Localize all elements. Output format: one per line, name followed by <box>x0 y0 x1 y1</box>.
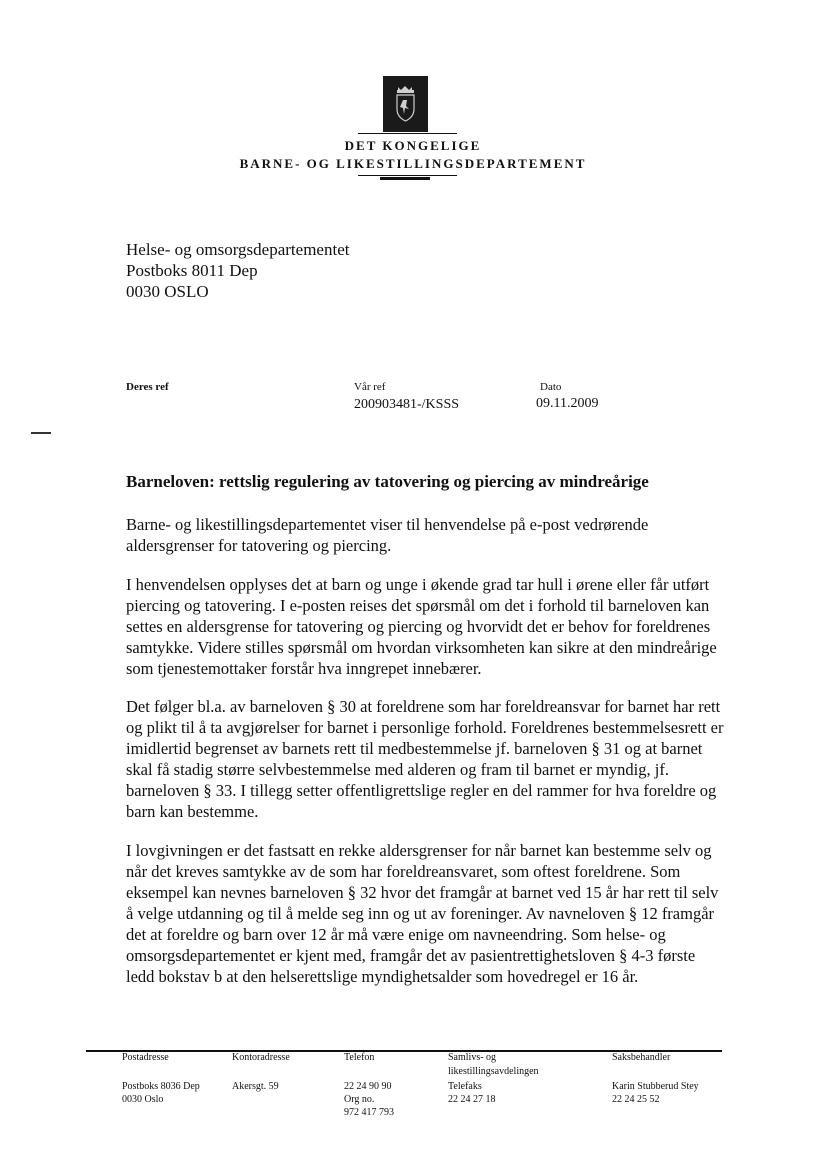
fold-mark <box>31 432 51 434</box>
footer-saksbehandler-label: Saksbehandler <box>612 1052 671 1063</box>
dato-value: 09.11.2009 <box>536 396 599 411</box>
footer-orgno-label: Org no. <box>344 1094 375 1105</box>
paragraph-1-text: Barne- og likestillingsdepartementet viser til henvendelse på e-post vedrørende aldersgrenser for tatovering og piercing. <box>126 515 649 555</box>
paragraph-3-text: Det følger bl.a. av barneloven § 30 at foreldrene som har foreldreansvar for barnet har rett og plikt til å ta avgjørelser for barnet i personlige forhold. Foreldrenes bestemmelsesrett er imidlertid begrenset av barnets rett til medbestemmelse jf. barneloven § 31 og at barnet skal få stadig større selvbestemmelse med alderen og fram til barnet er myndig, jf. barneloven § 33. I tillegg setter offentligrettslige regler en del rammer for hva foreldre og barn kan bestemme. <box>126 697 724 821</box>
footer-kontoradresse-label: Kontoradresse <box>232 1052 290 1063</box>
recipient-city: 0030 OSLO <box>126 282 209 301</box>
footer-postadresse-line1: Postboks 8036 Dep <box>122 1081 200 1092</box>
footer-avdeling-label-1: Samlivs- og <box>448 1052 497 1063</box>
paragraph-1 <box>126 514 726 556</box>
footer-kontoradresse-value: Akersgt. 59 <box>232 1081 279 1092</box>
recipient-postbox: Postboks 8011 Dep <box>126 261 258 280</box>
footer-postadresse-line2: 0030 Oslo <box>122 1094 164 1105</box>
paragraph-2-text: I henvendelsen opplyses det at barn og unge i økende grad tar hull i ørene eller får utført piercing og tatovering. I e-posten reises det spørsmål om det i forhold til barneloven kan settes en aldersgrense for tatovering og piercing og hvorvidt det er behov for foreldrenes samtykke. Videre stilles spørsmål om hvordan virksomheten kan sikre at den mindreårige som tjenestemottaker forstår hva inngrepet innebærer. <box>126 575 717 678</box>
paragraph-4 <box>126 840 726 987</box>
footer-telefaks-value: 22 24 27 18 <box>448 1094 496 1105</box>
recipient-name: Helse- og omsorgsdepartementet <box>126 240 350 259</box>
paragraph-4-text: I lovgivningen er det fastsatt en rekke aldersgrenser for når barnet kan bestemme selv og når det kreves samtykke av de som har foreldreansvaret, som oftest foreldrene. Som eksempel kan nevnes barneloven § 32 hvor det framgår at barnet ved 15 år har rett til selv å velge utdanning og til å melde seg inn og ut av foreninger. Av navneloven § 12 framgår det at foreldre og barn over 12 år må være enige om navneendring. Som helse- og omsorgsdepartementet er kjent med, framgår det av pasientrettighetsloven § 4-3 første ledd bokstav b at den helserettslige myndighetsalder som hovedregel er 16 år. <box>126 841 719 986</box>
var-ref-label: Vår ref <box>354 381 386 393</box>
deres-ref-label: Deres ref <box>126 381 169 393</box>
dato-label: Dato <box>540 381 562 393</box>
header-bottom-rule <box>358 175 457 176</box>
footer-telefon-value: 22 24 90 90 <box>344 1081 392 1092</box>
footer-saksbehandler-name: Karin Stubberud Stey <box>612 1081 699 1092</box>
footer-postadresse-label: Postadresse <box>122 1052 169 1063</box>
var-ref-value: 200903481-/KSSS <box>354 397 460 412</box>
paragraph-2 <box>126 574 726 679</box>
footer-saksbehandler-phone: 22 24 25 52 <box>612 1094 660 1105</box>
footer-orgno-value: 972 417 793 <box>344 1107 394 1118</box>
footer-avdeling-label-2: likestillingsavdelingen <box>448 1066 539 1077</box>
header-top-rule <box>358 133 457 134</box>
header-bar <box>380 177 430 180</box>
royal-crest-logo <box>383 76 428 132</box>
ministry-name-line2: BARNE- OG LIKESTILLINGSDEPARTEMENT <box>239 156 587 171</box>
footer-telefaks-label: Telefaks <box>448 1081 482 1092</box>
ministry-name-line1: DET KONGELIGE <box>344 138 482 153</box>
paragraph-3 <box>126 696 726 822</box>
letter-subject: Barneloven: rettslig regulering av tatovering og piercing av mindreårige <box>126 472 649 491</box>
footer-telefon-label: Telefon <box>344 1052 375 1063</box>
